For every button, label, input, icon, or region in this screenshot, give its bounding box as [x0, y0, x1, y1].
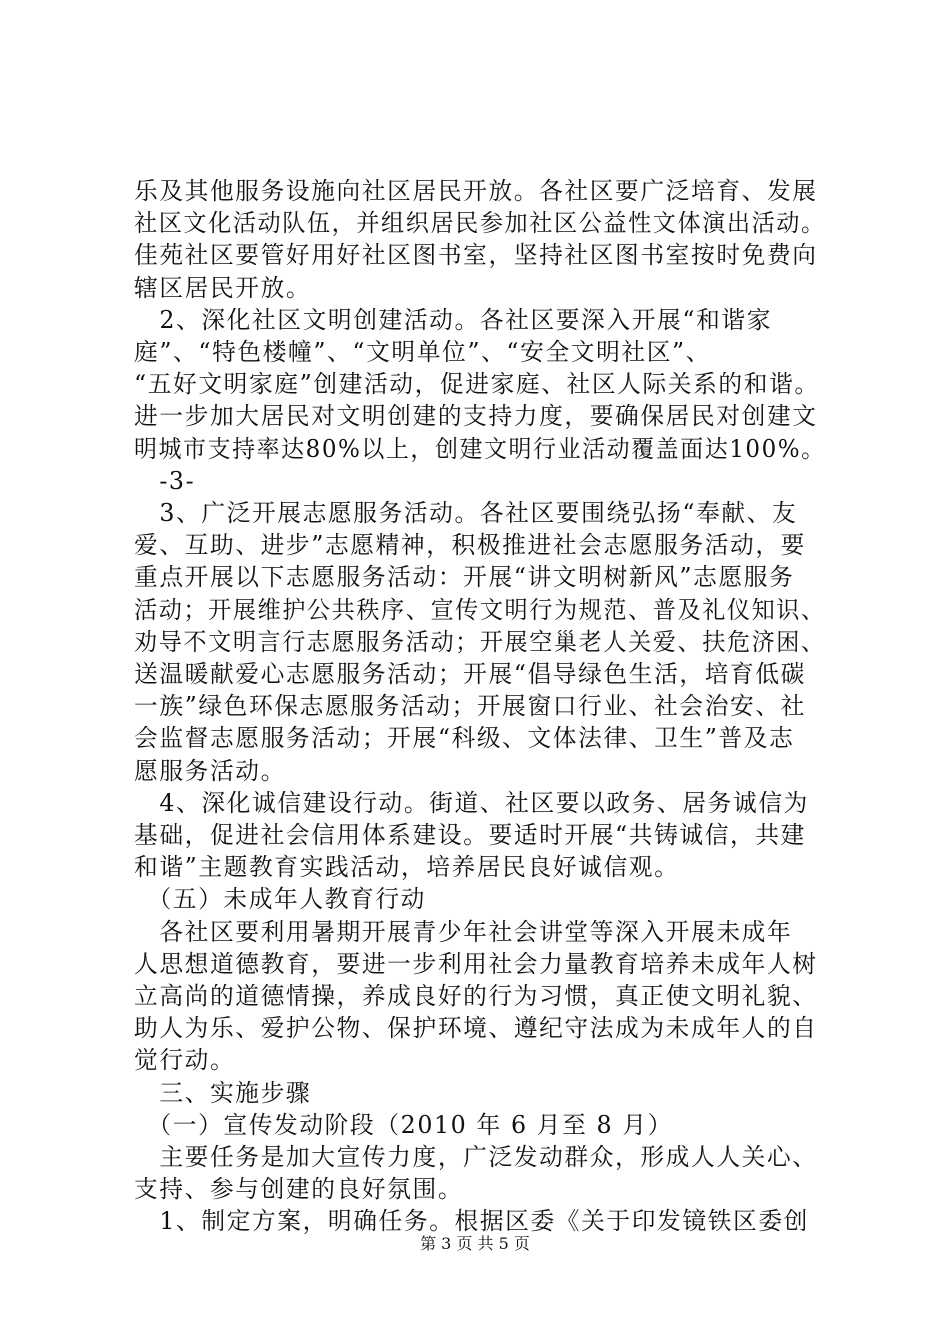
text-line: 佳苑社区要管好用好社区图书室，坚持社区图书室按时免费向 — [134, 241, 818, 270]
text-line: 人思想道德教育，要进一步利用社会力量教育培养未成年人树 — [134, 949, 818, 978]
text-line: 送温暖献爱心志愿服务活动；开展“倡导绿色生活，培育低碳 — [134, 660, 806, 688]
text-line: 支持、参与创建的良好氛围。 — [134, 1175, 464, 1204]
text-line: （五）未成年人教育行动 — [134, 885, 426, 914]
text-line: 会监督志愿服务活动；开展“科级、文体法律、卫生”普及志 — [134, 724, 795, 753]
text-line: 愿服务活动。 — [134, 756, 286, 785]
text-line: 基础，促进社会信用体系建设。要适时开展“共铸诚信，共建 — [134, 821, 806, 849]
text-line: 乐及其他服务设施向社区居民开放。各社区要广泛培育、发展 — [134, 177, 818, 205]
text-line: 辖区居民开放。 — [134, 273, 312, 302]
text-line: -3- — [134, 466, 196, 495]
text-line: “五好文明家庭”创建活动，促进家庭、社区人际关系的和谐。 — [134, 370, 820, 399]
page-footer: 第 3 页 共 5 页 — [420, 1234, 530, 1253]
text-line: 立高尚的道德情操，养成良好的行为习惯，真正使文明礼貌、 — [134, 982, 818, 1010]
text-line: 觉行动。 — [134, 1046, 236, 1075]
text-line: 进一步加大居民对文明创建的支持力度，要确保居民对创建文 — [134, 402, 818, 431]
text-line: 3、广泛开展志愿服务活动。各社区要围绕弘扬“奉献、友 — [134, 499, 798, 527]
text-line: 2、深化社区文明创建活动。各社区要深入开展“和谐家 — [134, 305, 773, 334]
text-line: 各社区要利用暑期开展青少年社会讲堂等深入开展未成年 — [134, 917, 793, 946]
text-line: 和谐”主题教育实践活动，培养居民良好诚信观。 — [134, 853, 680, 882]
text-line: 爱、互助、进步”志愿精神，积极推进社会志愿服务活动，要 — [134, 531, 806, 560]
text-line: 三、实施步骤 — [134, 1078, 312, 1107]
text-line: 社区文化活动队伍，并组织居民参加社区公益性文体演出活动。 — [134, 209, 826, 238]
text-line: 明城市支持率达80%以上，创建文明行业活动覆盖面达100%。 — [134, 434, 826, 463]
text-line: 1、制定方案，明确任务。根据区委《关于印发镜铁区委创 — [134, 1207, 809, 1236]
text-line: 4、深化诚信建设行动。街道、社区要以政务、居务诚信为 — [134, 788, 809, 817]
text-line: 劝导不文明言行志愿服务活动；开展空巢老人关爱、扶危济困、 — [134, 627, 826, 656]
text-line: 庭”、“特色楼幢”、“文明单位”、“安全文明社区”、 — [134, 338, 712, 366]
text-line: 主要任务是加大宣传力度，广泛发动群众，形成人人关心、 — [134, 1143, 818, 1171]
text-line: （一）宣传发动阶段（2010 年 6 月至 8 月） — [134, 1110, 673, 1139]
text-line: 活动；开展维护公共秩序、宣传文明行为规范、普及礼仪知识、 — [134, 595, 826, 624]
text-line: 一族”绿色环保志愿服务活动；开展窗口行业、社会治安、社 — [134, 692, 806, 721]
text-line: 助人为乐、爱护公物、保护环境、遵纪守法成为未成年人的自 — [134, 1014, 818, 1043]
text-line: 重点开展以下志愿服务活动：开展“讲文明树新风”志愿服务 — [134, 563, 795, 592]
